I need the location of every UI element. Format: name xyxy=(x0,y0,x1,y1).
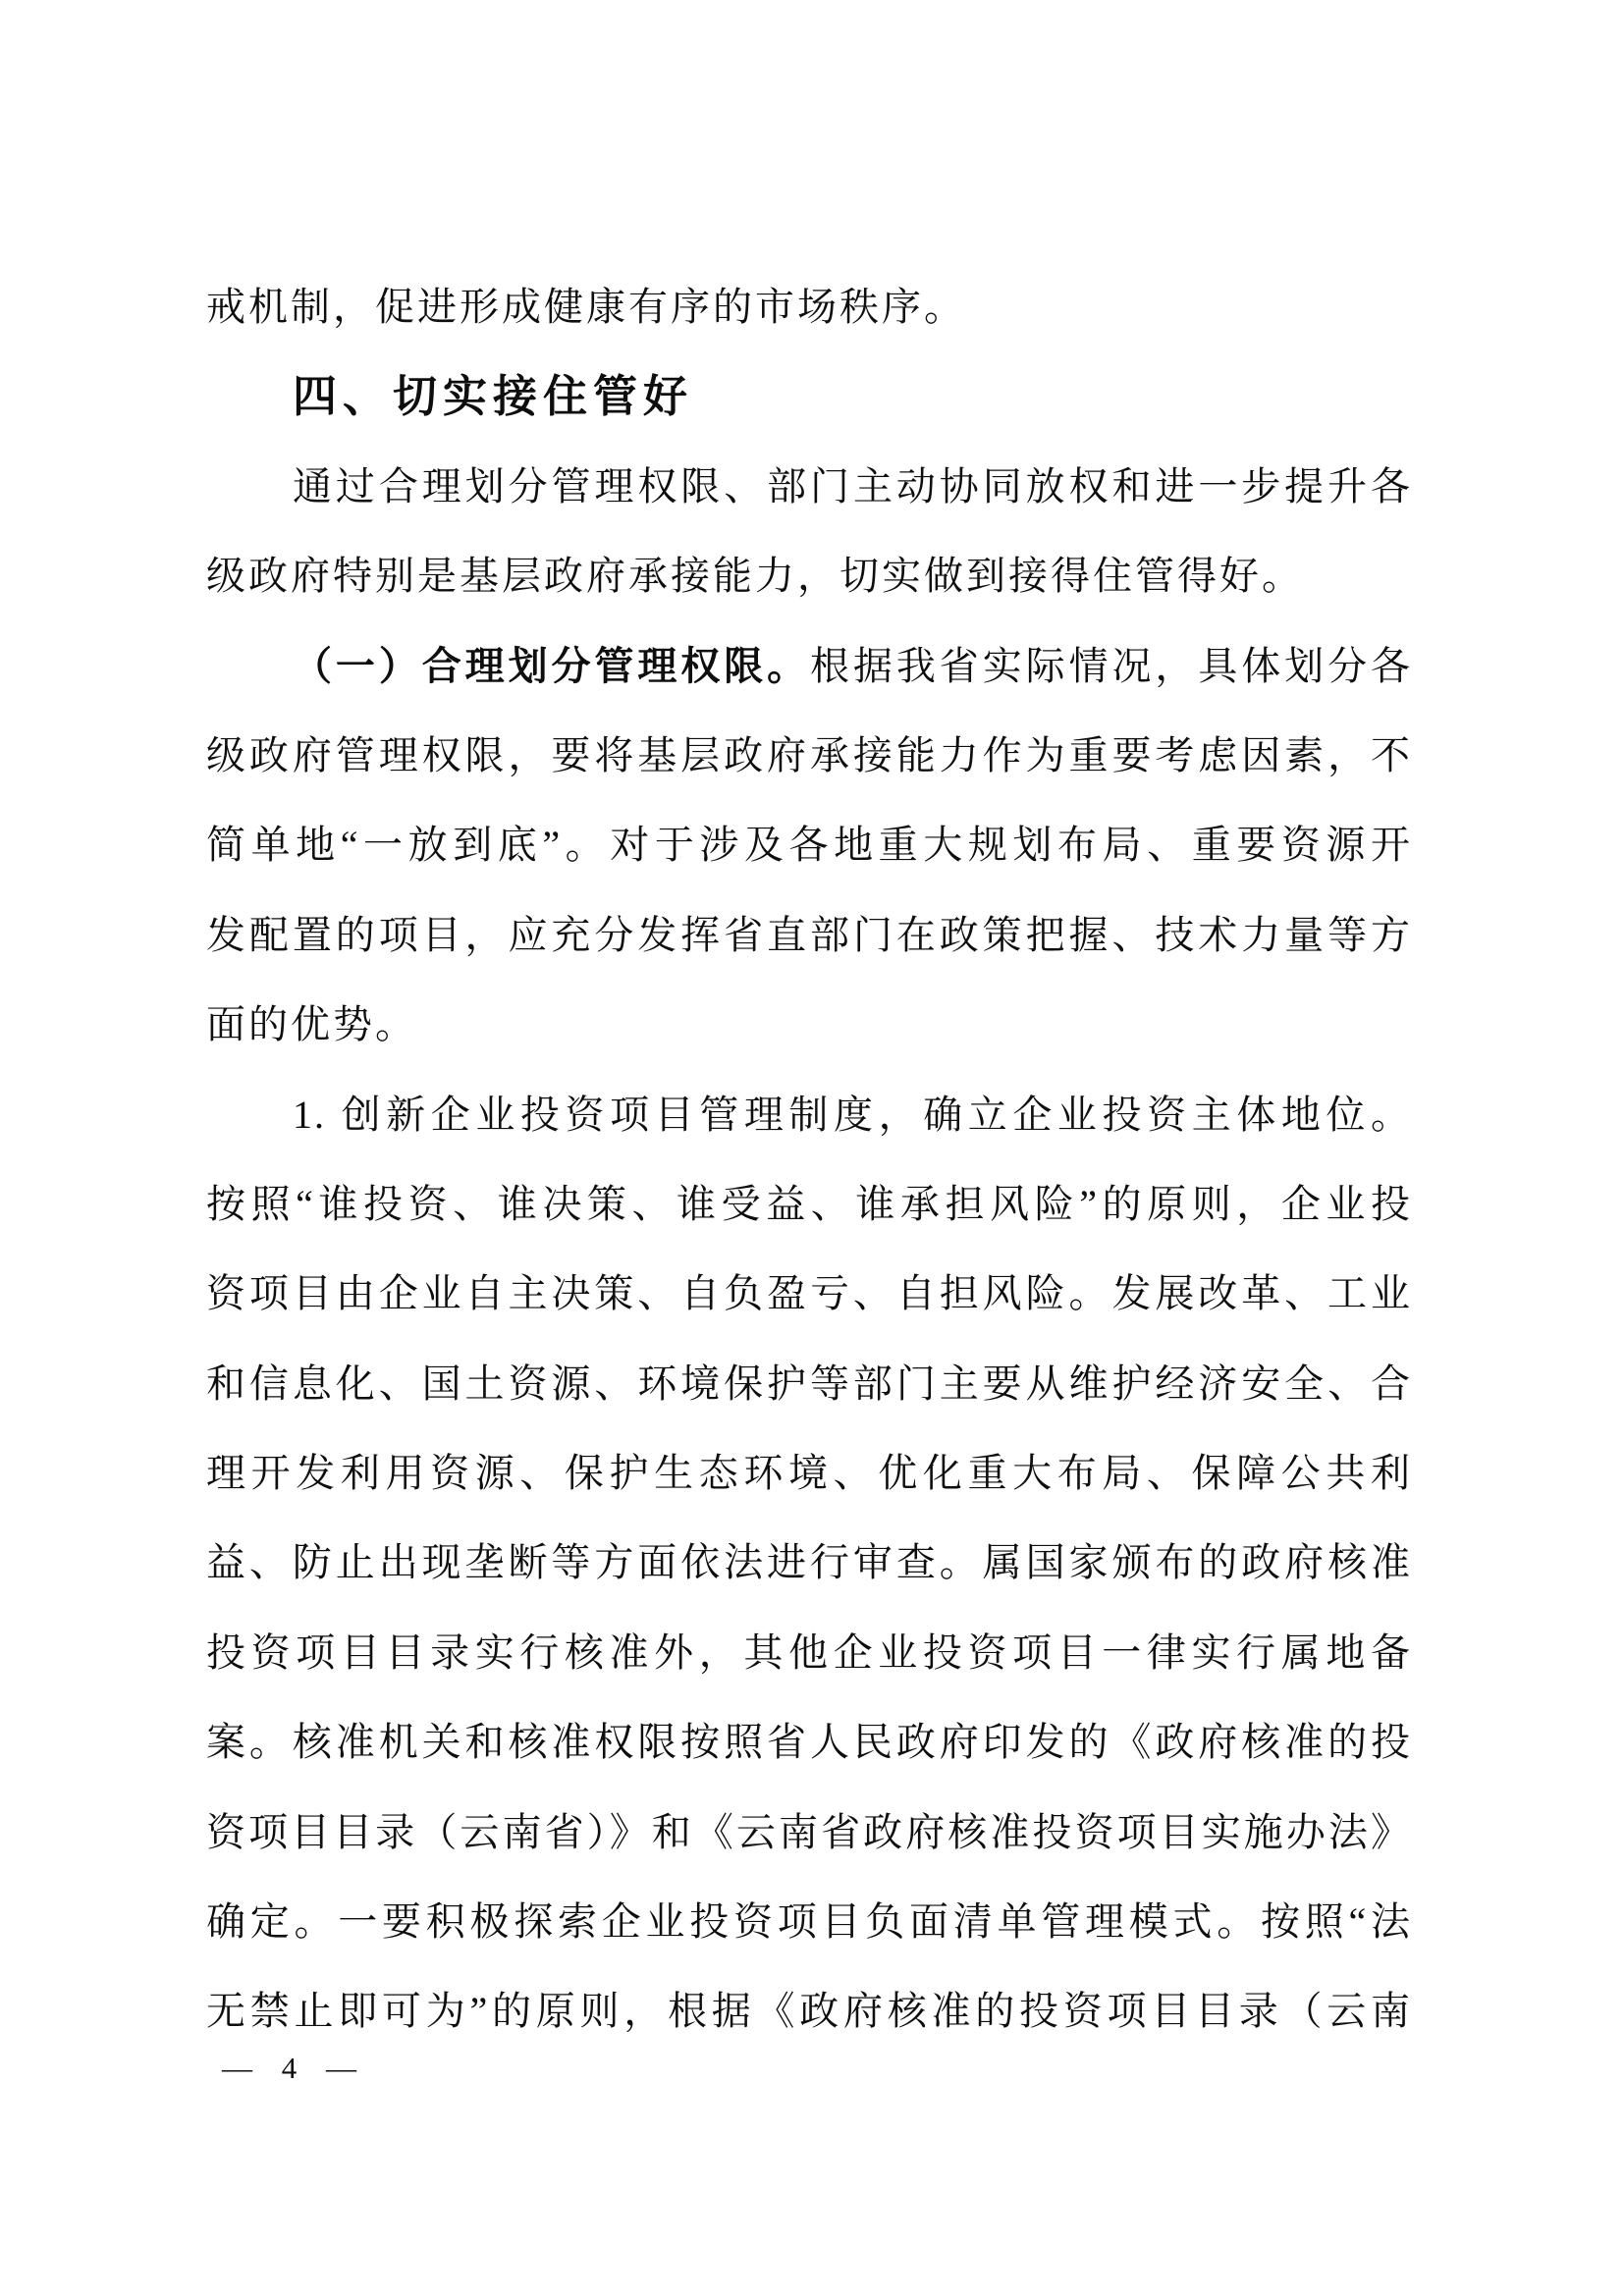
document-line: 资项目目录（云南省）》和《云南省政府核准投资项目实施办法》 xyxy=(206,1809,1412,1854)
document-line: 通过合理划分管理权限、部门主动协同放权和进一步提升各 xyxy=(293,463,1412,508)
section-heading: 四、切实接住管好 xyxy=(293,371,694,422)
document-line: 戒机制，促进形成健康有序的市场秩序。 xyxy=(206,285,966,329)
document-line: 面的优势。 xyxy=(206,1002,417,1047)
subsection-lead: （一）合理划分管理权限。 xyxy=(293,643,811,688)
document-line: 级政府管理权限，要将基层政府承接能力作为重要考虑因素，不 xyxy=(206,732,1412,777)
document-line: 投资项目目录实行核准外，其他企业投资项目一律实行属地备 xyxy=(206,1629,1412,1675)
document-line xyxy=(206,621,1412,711)
document-line-text: 根据我省实际情况，具体划分各 xyxy=(810,643,1413,688)
document-line: 理开发利用资源、保护生态环境、优化重大布局、保障公共利 xyxy=(206,1451,1412,1496)
document-line: 无禁止即可为”的原则，根据《政府核准的投资项目目录（云南 xyxy=(206,1989,1412,2034)
numbered-item-line: 1. 创新企业投资项目管理制度，确立企业投资主体地位。 xyxy=(293,1092,1412,1137)
document-line: 和信息化、国土资源、环境保护等部门主要从维护经济安全、合 xyxy=(206,1361,1412,1406)
document-line: 按照“谁投资、谁决策、谁受益、谁承担风险”的原则，企业投 xyxy=(206,1181,1412,1226)
page-number: — 4 — xyxy=(222,2051,358,2085)
document-body xyxy=(206,262,1412,2056)
document-line: 案。核准机关和核准权限按照省人民政府印发的《政府核准的投 xyxy=(206,1720,1412,1765)
document-line: 级政府特别是基层政府承接能力，切实做到接得住管得好。 xyxy=(206,554,1304,599)
document-line: 简单地“一放到底”。对于涉及各地重大规划布局、重要资源开 xyxy=(206,823,1412,868)
document-line: 益、防止出现垄断等方面依法进行审查。属国家颁布的政府核准 xyxy=(206,1540,1412,1585)
document-line: 资项目由企业自主决策、自负盈亏、自担风险。发展改革、工业 xyxy=(206,1271,1412,1316)
document-line: 发配置的项目，应充分发挥省直部门在政策把握、技术力量等方 xyxy=(206,912,1412,957)
document-line: 确定。一要积极探索企业投资项目负面清单管理模式。按照“法 xyxy=(206,1899,1412,1945)
